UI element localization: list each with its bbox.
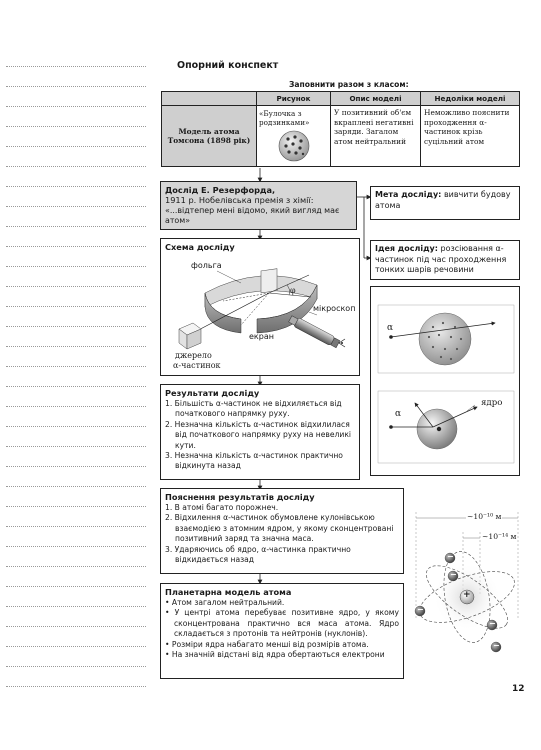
nucleus-label: ядро: [481, 398, 503, 408]
alpha-bottom-label: α: [395, 409, 402, 419]
page-title: Опорний конспект: [177, 60, 279, 71]
planetary-box: [160, 583, 404, 679]
table-header-description: Опис моделі: [331, 92, 421, 106]
phi-label: φ: [290, 286, 296, 295]
nucleus-plus: +: [463, 590, 471, 600]
explanation-item-3: 3. Ударяючись об ядро, α-частинка практично відкидається назад: [165, 544, 351, 565]
thomson-table: [161, 91, 520, 167]
alpha-top-label: α: [387, 323, 394, 333]
scheme-box: [160, 238, 360, 376]
electron-minus-3: −: [417, 605, 424, 614]
foil-label: фольга: [191, 261, 222, 270]
planetary-title: Планетарна модель атома: [165, 587, 292, 597]
results-item-3: 3. Незначна кількість α-частинок практично відкинута назад: [165, 451, 343, 471]
planetary-item-3: • Розміри ядра набагато менші від розмірів атома.: [165, 639, 369, 649]
planetary-item-2-text: У центрі атома перебуває позитивне ядро, у якому сконцентрована практично вся маса атома. Ядро складається з протонів та нейтронів (нуклонів).: [174, 608, 399, 639]
table-cell-shortcomings: Неможливо пояснити проходження α-частинок крізь суцільний атом: [421, 106, 520, 167]
scheme-title: Схема досліду: [165, 242, 235, 252]
electron-minus-1: −: [447, 552, 454, 561]
electron-minus-5: −: [493, 641, 500, 650]
planetary-item-1: • Атом загалом нейтральний.: [165, 598, 285, 607]
explanation-item-2: 2. Відхилення α-частинок обумовлене кулонівською взаємодією з атомним ядром, у якому сконцентровані позитивний заряд та значна маса.: [165, 513, 394, 544]
planetary-item-2: • У центрі атома перебуває позитивне ядро, у якому сконцентрована практично вся маса атома. Ядро складається з протонів та нейтронів (нуклонів).: [165, 608, 399, 639]
rutherford-title: Дослід Е. Резерфорда,: [165, 185, 276, 195]
alpha-scatter-drawing: [371, 287, 521, 477]
planetary-item-3-text: Розміри ядра набагато менші від розмірів атома.: [171, 639, 369, 649]
alpha-panel: [370, 286, 520, 476]
table-caption: Заповнити разом з класом:: [289, 80, 409, 89]
rutherford-nobel: 1911 р. Нобелівська премія з хімії:: [165, 195, 314, 206]
results-item-2: 2. Незначна кількість α-частинок відхилилася від початкового напрямку руху на невеликі кути.: [165, 419, 352, 450]
drawing-label: «Булочка з родзинками»: [259, 109, 310, 127]
goal-box: [370, 186, 520, 220]
planetary-item-4-text: На значній відстані від ядра обертаються електрони: [171, 650, 385, 660]
explanation-title: Пояснення результатів досліду: [165, 492, 315, 502]
source-label-line1: джерело: [175, 351, 212, 360]
atom-orbits-drawing: [408, 498, 526, 678]
results-title: Результати досліду: [165, 388, 260, 398]
thomson-atom-drawing: [277, 129, 311, 163]
nucleus-size-label: ~10⁻¹⁴ м: [482, 532, 517, 541]
source-label: [173, 351, 221, 371]
table-header-drawing: Рисунок: [257, 92, 331, 106]
microscope-label: мікроскоп: [313, 304, 356, 313]
atom-size-label: ~10⁻¹⁰ м: [467, 512, 502, 521]
table-corner: [162, 92, 257, 106]
electron-minus-4: −: [489, 619, 496, 628]
results-item-1: 1. Більшість α-частинок не відхиляється від початкового напрямку руху.: [165, 399, 342, 419]
goal-label: Мета досліду:: [375, 190, 442, 199]
table-header-shortcomings: Недоліки моделі: [421, 92, 520, 106]
source-label-line2: α-частинок: [173, 361, 221, 370]
page-number: 12: [512, 684, 525, 694]
idea-text: розсіювання α-частинок під час проходження тонких шарів речовини: [375, 244, 507, 275]
rutherford-quote: «...відтепер мені відомо, який вигляд має атом»: [165, 205, 340, 225]
table-row-label: Модель атома Томсона (1898 рік): [162, 106, 257, 167]
screen-label: екран: [249, 332, 274, 341]
explanation-box: [160, 488, 404, 574]
electron-minus-2: −: [450, 570, 457, 579]
idea-label: Ідея досліду:: [375, 244, 438, 253]
atom-diagram: [408, 498, 526, 678]
table-cell-drawing: [257, 106, 331, 167]
planetary-item-4: • На значній відстані від ядра обертаються електрони: [165, 650, 385, 660]
planetary-item-1-text: Атом загалом нейтральний.: [171, 598, 285, 607]
rutherford-box: [160, 181, 357, 230]
explanation-item-1: 1. В атомі багато порожнеч.: [165, 503, 279, 512]
goal-text: вивчити будову атома: [375, 190, 511, 210]
table-cell-description: У позитивний об'єм вкраплені негативні заряди. Загалом атом нейтральний: [331, 106, 421, 167]
results-box: [160, 384, 360, 480]
idea-box: [370, 240, 520, 280]
